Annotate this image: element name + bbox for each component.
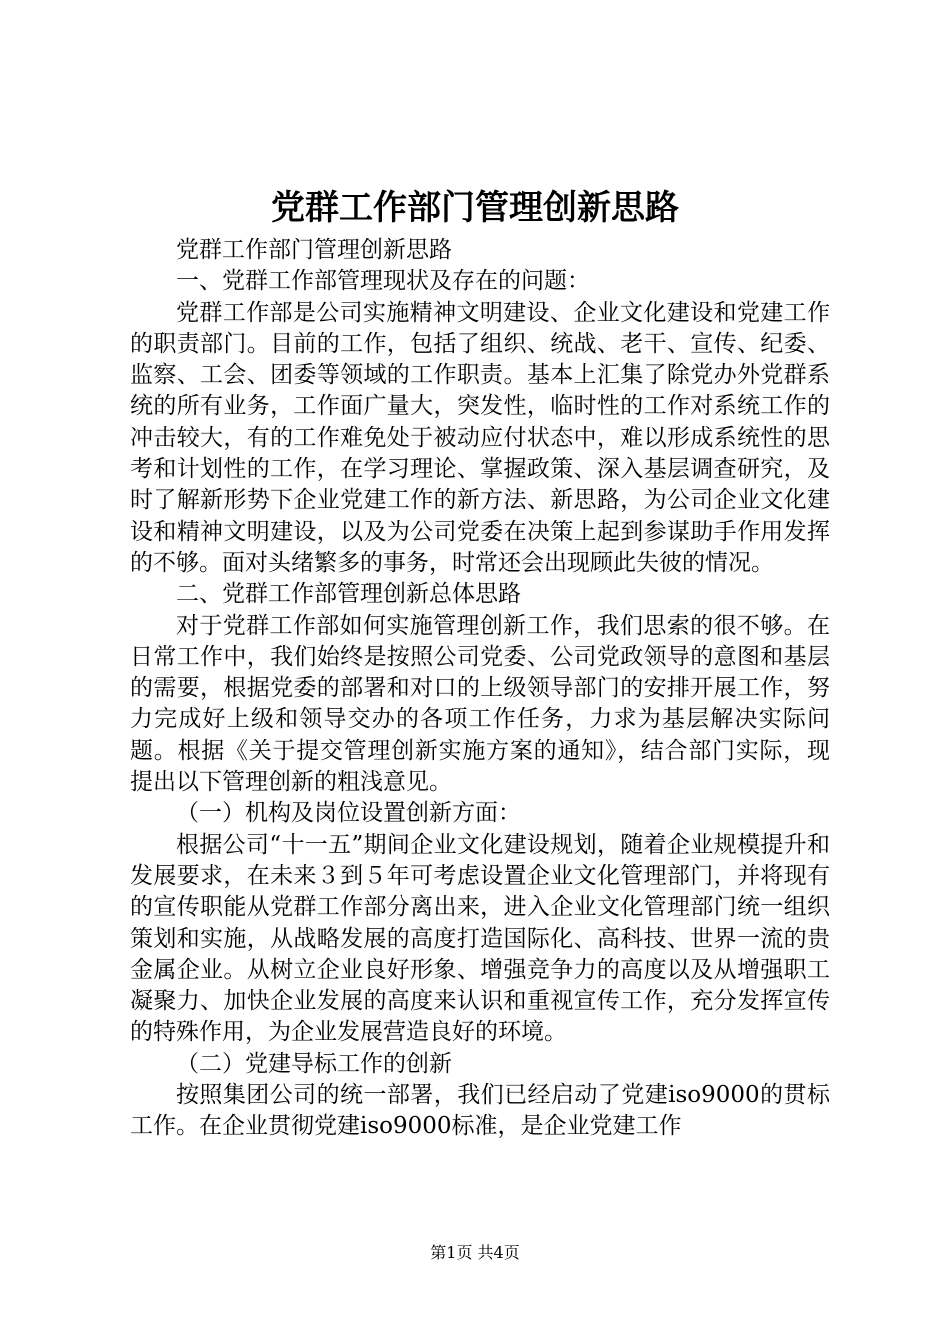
document-body — [130, 235, 830, 1143]
subsection-heading-2: （二）党建导标工作的创新 — [176, 1050, 452, 1077]
paragraph-overall-ideas: 对于党群工作部如何实施管理创新工作，我们思索的很不够。在日常工作中，我们始终是按照公司党委、公司党政领导的意图和基层的需要，根据党委的部署和对口的上级领导部门的安排开展工作，努力完成好上级和领导交办的各项工作任务，力求为基层解决实际问题。根据《关于提交管理创新实施方案的通知》，结合部门实际，现提出以下管理创新的粗浅意见。 — [130, 612, 830, 796]
document-title: 党群工作部门管理创新思路 — [271, 188, 679, 228]
paragraph-heading-repeat: 党群工作部门管理创新思路 — [176, 237, 452, 263]
section-heading-2: 二、党群工作部管理创新总体思路 — [176, 581, 521, 608]
subsection-heading-1: （一）机构及岗位设置创新方面： — [176, 800, 521, 827]
page-number: 第1页 共4页 — [430, 1243, 520, 1262]
paragraph-status: 党群工作部是公司实施精神文明建设、企业文化建设和党建工作的职责部门。目前的工作，包括了组织、统战、老干、宣传、纪委、监察、工会、团委等领域的工作职责。基本上汇集了除党办外党群系统的所有业务，工作面广量大，突发性，临时性的工作对系统工作的冲击较大，有的工作难免处于被动应付状态中，难以形成系统性的思考和计划性的工作，在学习理论、掌握政策、深入基层调查研究，及时了解新形势下企业党建工作的新方法、新思路，为公司企业文化建设和精神文明建设，以及为公司党委在决策上起到参谋助手作用发挥的不够。面对头绪繁多的事务，时常还会出现顾此失彼的情况。 — [130, 299, 830, 576]
section-heading-1: 一、党群工作部管理现状及存在的问题： — [176, 268, 590, 295]
paragraph-iso9000: 按照集团公司的统一部署，我们已经启动了党建iso9000的贯标工作。在企业贯彻党建iso9000标准，是企业党建工作 — [130, 1082, 830, 1140]
paragraph-organization: 根据公司“十一五”期间企业文化建设规划，随着企业规模提升和发展要求，在未来３到５年可考虑设置企业文化管理部门，并将现有的宣传职能从党群工作部分离出来，进入企业文化管理部门统一组织策划和实施，从战略发展的高度打造国际化、高科技、世界一流的贵金属企业。从树立企业良好形象、增强竞争力的高度以及从增强职工凝聚力、加快企业发展的高度来认识和重视宣传工作，充分发挥宣传的特殊作用，为企业发展营造良好的环境。 — [130, 831, 830, 1046]
